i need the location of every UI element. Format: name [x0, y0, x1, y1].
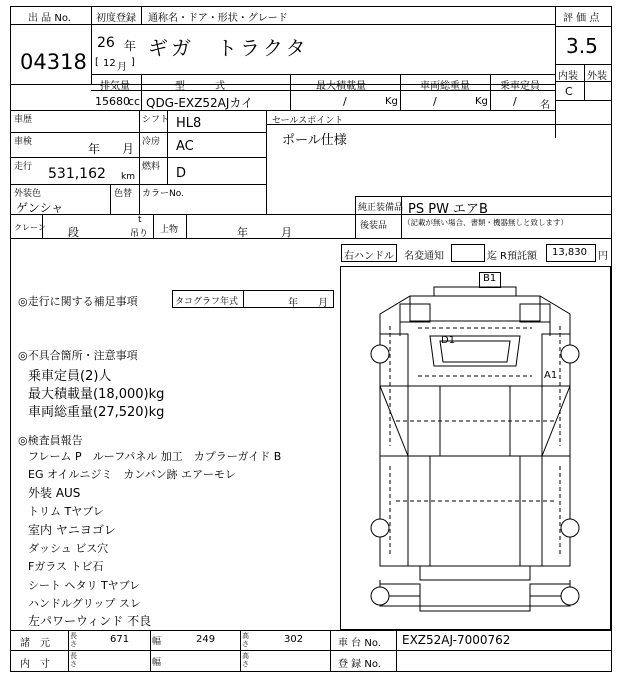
inspection-year-unit: 年	[88, 142, 101, 156]
inspector-line: Fガラス トビ石	[28, 560, 104, 573]
reg-month-unit: 月	[117, 62, 127, 73]
upper-year-unit: 年	[237, 226, 248, 239]
ac-value: AC	[176, 139, 194, 154]
sales-point-label: セールスポイント	[272, 116, 344, 126]
length-label: 長さ	[70, 632, 77, 648]
reg-month-bracket-open: [	[95, 57, 99, 68]
crane-stages-unit: 段	[68, 226, 79, 239]
name-change-until: 迄	[487, 251, 497, 262]
mileage-value: 531,162	[48, 166, 106, 182]
inspector-line: EG オイルニジミ カンバン跡 エアーモレ	[28, 468, 236, 481]
capacity-value: /	[513, 95, 517, 108]
tacho-label: タコグラフ年式	[175, 297, 239, 307]
inspector-line: 室内 ヤニヨゴレ	[28, 523, 116, 537]
inner-length-label: 長さ	[70, 652, 77, 668]
reg-year-unit: 年	[124, 39, 137, 53]
aftermarket-note: （記載が無い場合、書類・機器無しと致します）	[403, 218, 568, 227]
ac-label: 冷房	[142, 137, 161, 147]
rating-value: 3.5	[566, 34, 598, 58]
truck-top-view-diagram	[340, 266, 611, 630]
upper-month-unit: 月	[281, 226, 292, 239]
driving-notes-title: ◎走行に関する補足事項	[18, 295, 138, 308]
aftermarket-label: 後装品	[360, 221, 388, 231]
width-label: 幅	[152, 637, 162, 647]
fuel-label: 燃料	[142, 162, 161, 172]
displacement-value: 15680	[95, 95, 130, 108]
tacho-month-unit: 月	[318, 298, 328, 309]
gross-weight-label: 車両総重量	[420, 81, 470, 92]
grade-label: 通称名・ドア・形状・グレード	[148, 13, 288, 24]
ext-color-value: ゲンシャ	[16, 201, 64, 215]
reg-month-bracket-close: ]	[131, 57, 135, 68]
equipment-value: PS PW エアB	[408, 202, 488, 217]
reg-year: 26	[97, 35, 115, 51]
mileage-unit: km	[121, 172, 135, 182]
color-no-label: カラーNo.	[142, 189, 184, 199]
color-change-label: 色替	[114, 189, 133, 199]
history-label: 車歴	[14, 115, 33, 125]
tacho-year-unit: 年	[288, 298, 298, 309]
inspector-line: 左パワーウィンド 不良	[28, 614, 152, 628]
issue-line: 乗車定員(2)人	[28, 369, 112, 384]
gross-weight-value: /	[433, 95, 437, 108]
height-value: 302	[284, 634, 304, 645]
shift-value: HL8	[176, 116, 202, 131]
name-change-label: 名変通知	[404, 251, 444, 262]
issues-title: ◎不具合箇所・注意事項	[18, 349, 138, 362]
damage-mark-a1: A1	[544, 370, 558, 381]
lot-number: 04318	[20, 50, 87, 74]
damage-mark-d1: D1	[441, 335, 456, 346]
crane-lift-unit: 吊り	[130, 229, 149, 239]
displacement-label: 排気量	[100, 81, 130, 92]
upper-label: 上物	[160, 225, 179, 235]
r-fee-label: R預託額	[500, 251, 537, 262]
inspector-line: ハンドルグリップ スレ	[28, 597, 141, 610]
equipment-label: 純正装備品	[358, 203, 404, 213]
inner-dims-label: 内 寸	[20, 659, 50, 670]
capacity-label: 乗車定員	[500, 81, 540, 92]
model-code-label: 型 式	[175, 81, 225, 92]
capacity-unit: 名	[540, 100, 550, 111]
sales-point-value: ポール仕様	[282, 133, 347, 148]
inspector-line: フレーム P ルーフパネル 加工 カプラーガイド B	[28, 450, 282, 463]
inspection-label: 車検	[14, 137, 33, 147]
max-load-label: 最大積載量	[316, 81, 366, 92]
name-change-box	[451, 244, 485, 262]
reg-month: 12	[103, 58, 116, 69]
chassis-label: 車 台 No.	[338, 638, 381, 649]
model-code: QDG-EXZ52AJカイ	[146, 96, 253, 110]
issue-line: 車両総重量(27,520)kg	[28, 405, 165, 420]
crane-tons-unit: t	[138, 215, 142, 225]
exterior-label: 外装	[587, 71, 607, 82]
fuel-value: D	[176, 166, 187, 181]
shift-label: シフト	[142, 115, 170, 125]
crane-label: クレーン	[14, 223, 46, 232]
interior-grade: C	[565, 85, 573, 98]
model-name: ギガ トラクタ	[148, 36, 309, 60]
width-value: 249	[196, 634, 216, 645]
inner-width-label: 幅	[152, 658, 162, 668]
rating-label: 評 価 点	[563, 13, 600, 24]
issue-line: 最大積載量(18,000)kg	[28, 387, 165, 402]
inspector-line: シート ヘタリ Tヤブレ	[28, 579, 141, 592]
dims-label: 諸 元	[20, 638, 50, 649]
chassis-value: EXZ52AJ-7000762	[402, 633, 511, 647]
inspector-line: 外装 AUS	[28, 486, 81, 500]
lot-label: 出 品 No.	[28, 13, 71, 24]
height-label: 高さ	[242, 632, 249, 648]
gross-weight-unit: Kg	[475, 96, 488, 107]
max-load-value: /	[343, 95, 347, 108]
max-load-unit: Kg	[385, 96, 398, 107]
inspector-line: ダッシュ ビス穴	[28, 542, 109, 555]
inspector-title: ◎検査員報告	[18, 434, 83, 447]
inspection-month-unit: 月	[122, 142, 135, 156]
damage-mark-b1: B1	[483, 273, 497, 284]
inspector-line: トリム Tヤブレ	[28, 505, 104, 518]
length-value: 671	[110, 634, 130, 645]
handle-value: 右ハンドル	[344, 251, 394, 262]
ext-color-label: 外装色	[14, 189, 42, 199]
r-fee-value: 13,830	[552, 247, 587, 258]
reg-no-label: 登 録 No.	[338, 659, 381, 670]
first-reg-label: 初度登録	[96, 13, 136, 24]
displacement-unit: cc	[128, 95, 141, 108]
mileage-label: 走行	[14, 162, 33, 172]
r-fee-unit: 円	[598, 251, 608, 262]
inner-height-label: 高さ	[242, 652, 249, 668]
interior-label: 内装	[558, 71, 578, 82]
